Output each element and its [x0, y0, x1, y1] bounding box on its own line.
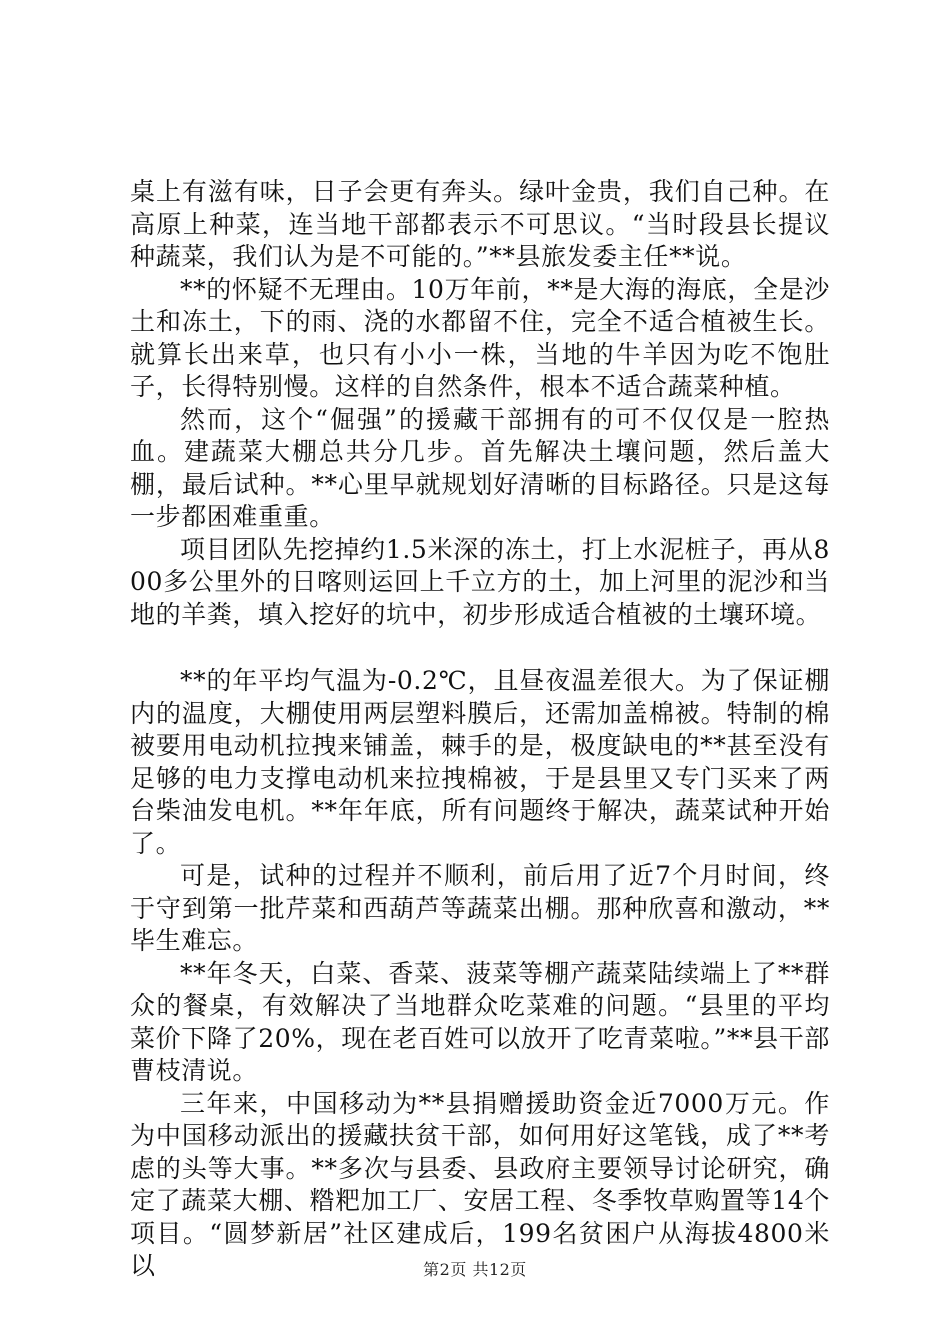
paragraph-gap	[130, 631, 830, 665]
paragraph: **的怀疑不无理由。10万年前，**是大海的海底，全是沙土和冻土，下的雨、浇的水都留不住，完全不适合植被生长。就算长出来草，也只有小小一株，当地的牛羊因为吃不饱肚子，长得特别慢。这样的自然条件，根本不适合蔬菜种植。	[130, 274, 830, 401]
paragraph: **的年平均气温为-0.2℃，且昼夜温差很大。为了保证棚内的温度，大棚使用两层塑料膜后，还需加盖棉被。特制的棉被要用电动机拉拽来铺盖，棘手的是，极度缺电的**甚至没有足够的电力支撑电动机来拉拽棉被，于是县里又专门买来了两台柴油发电机。**年年底，所有问题终于解决，蔬菜试种开始了。	[130, 666, 830, 858]
paragraph: 然而，这个“倔强”的援藏干部拥有的可不仅仅是一腔热血。建蔬菜大棚总共分几步。首先解决土壤问题，然后盖大棚，最后试种。**心里早就规划好清晰的目标路径。只是这每一步都困难重重。	[130, 404, 830, 531]
paragraph: 桌上有滋有味，日子会更有奔头。绿叶金贵，我们自己种。在高原上种菜，连当地干部都表示不可思议。“当时段县长提议种蔬菜，我们认为是不可能的。”**县旅发委主任**说。	[130, 177, 830, 271]
paragraph: 项目团队先挖掉约1.5米深的冻土，打上水泥桩子，再从800多公里外的日喀则运回上千立方的土，加上河里的泥沙和当地的羊粪，填入挖好的坑中，初步形成适合植被的土壤环境。	[130, 534, 830, 629]
paragraph: 可是，试种的过程并不顺利，前后用了近7个月时间，终于守到第一批芹菜和西葫芦等蔬菜出棚。那种欣喜和激动，**毕生难忘。	[130, 861, 830, 955]
paragraph: 三年来，中国移动为**县捐赠援助资金近7000万元。作为中国移动派出的援藏扶贫干部，如何用好这笔钱，成了**考虑的头等大事。**多次与县委、县政府主要领导讨论研究，确定了蔬菜大棚、糌粑加工厂、安居工程、冬季牧草购置等14个项目。“圆梦新居”社区建成后，199名贫困户从海拔4800米以	[130, 1088, 830, 1280]
document-body	[130, 176, 830, 1283]
page-footer: 第2页 共12页	[423, 1260, 527, 1279]
paragraph: **年冬天，白菜、香菜、菠菜等棚产蔬菜陆续端上了**群众的餐桌，有效解决了当地群众吃菜难的问题。“县里的平均菜价下降了20%，现在老百姓可以放开了吃青菜啦。”**县干部曹枝清说。	[130, 958, 830, 1085]
